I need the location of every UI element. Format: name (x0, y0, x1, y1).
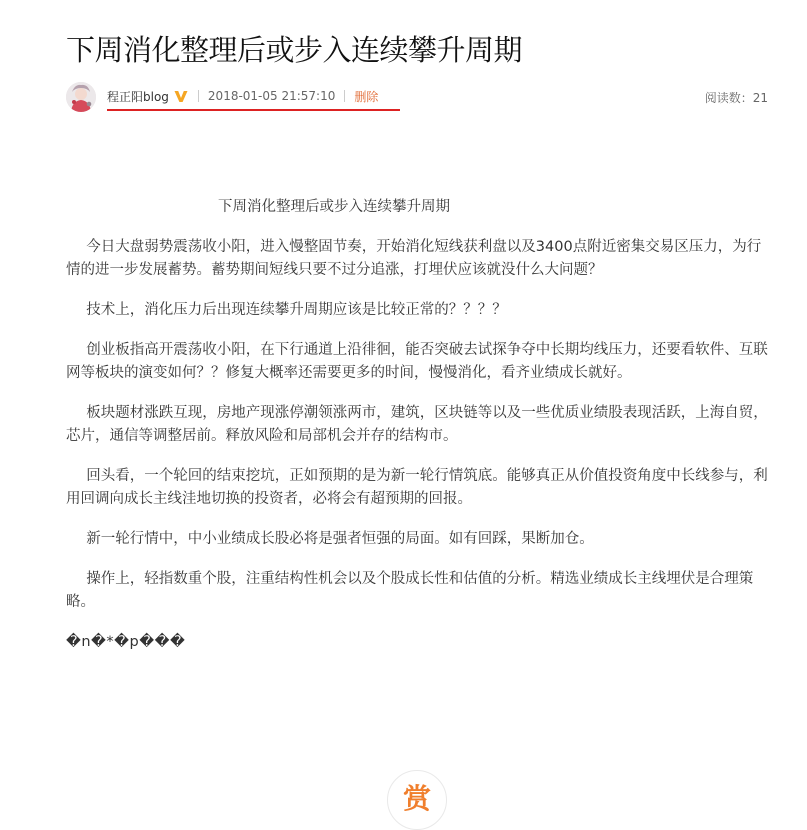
author-avatar[interactable] (66, 82, 96, 112)
separator (198, 90, 199, 102)
reward-label: 赏 (402, 782, 431, 815)
read-count: 阅读数：21 (704, 91, 768, 105)
paragraph: 创业板指高开震荡收小阳，在下行通道上沿徘徊，能否突破去试探争夺中长期均线压力，还要看软件、互联网等板块的演变如何？？修复大概率还需要更多的时间，慢慢消化，看齐业绩成长就好。 (66, 342, 768, 381)
paragraph: 新一轮行情中，中小业绩成长股必将是强者恒强的局面。如有回踩，果断加仓。 (86, 531, 594, 547)
publish-time: 2018-01-05 21:57:10 (207, 89, 336, 103)
paragraph: 回头看，一个轮回的结束挖坑，正如预期的是为新一轮行情筑底。能够真正从价值投资角度中长线参与，利用回调向成长主线洼地切换的投资者，必将会有超预期的回报。 (66, 468, 768, 507)
reward-button[interactable] (387, 770, 447, 830)
article-subtitle: 下周消化整理后或步入连续攀升周期 (218, 199, 450, 215)
author-line (107, 86, 378, 106)
meta-underline (107, 109, 400, 111)
paragraph: 技术上，消化压力后出现连续攀升周期应该是比较正常的？？？？ (86, 302, 507, 318)
paragraph: 板块题材涨跌互现，房地产现涨停潮领涨两市，建筑，区块链等以及一些优质业绩股表现活跃，上海自贸，芯片，通信等调整居前。释放风险和局部机会并存的结构市。 (66, 405, 768, 444)
vip-v-icon (173, 88, 189, 104)
paragraph: 操作上，轻指数重个股，注重结构性机会以及个股成长性和估值的分析。精选业绩成长主线埋伏是合理策略。 (66, 571, 754, 610)
garbled-text: �n�*�p��� (66, 634, 186, 650)
article-title: 下周消化整理后或步入连续攀升周期 (66, 33, 523, 67)
avatar-image (66, 82, 96, 112)
separator (344, 90, 345, 102)
article-body (66, 196, 771, 671)
article-meta (66, 80, 768, 114)
author-name[interactable]: 程正阳blog (107, 89, 169, 104)
paragraph: 今日大盘弱势震荡收小阳，进入慢整固节奏，开始消化短线获利盘以及3400点附近密集交易区压力，为行情的进一步发展蓄势。蓄势期间短线只要不过分追涨，打埋伏应该就没什么大问题？ (66, 239, 762, 278)
delete-link[interactable]: 删除 (354, 89, 379, 104)
